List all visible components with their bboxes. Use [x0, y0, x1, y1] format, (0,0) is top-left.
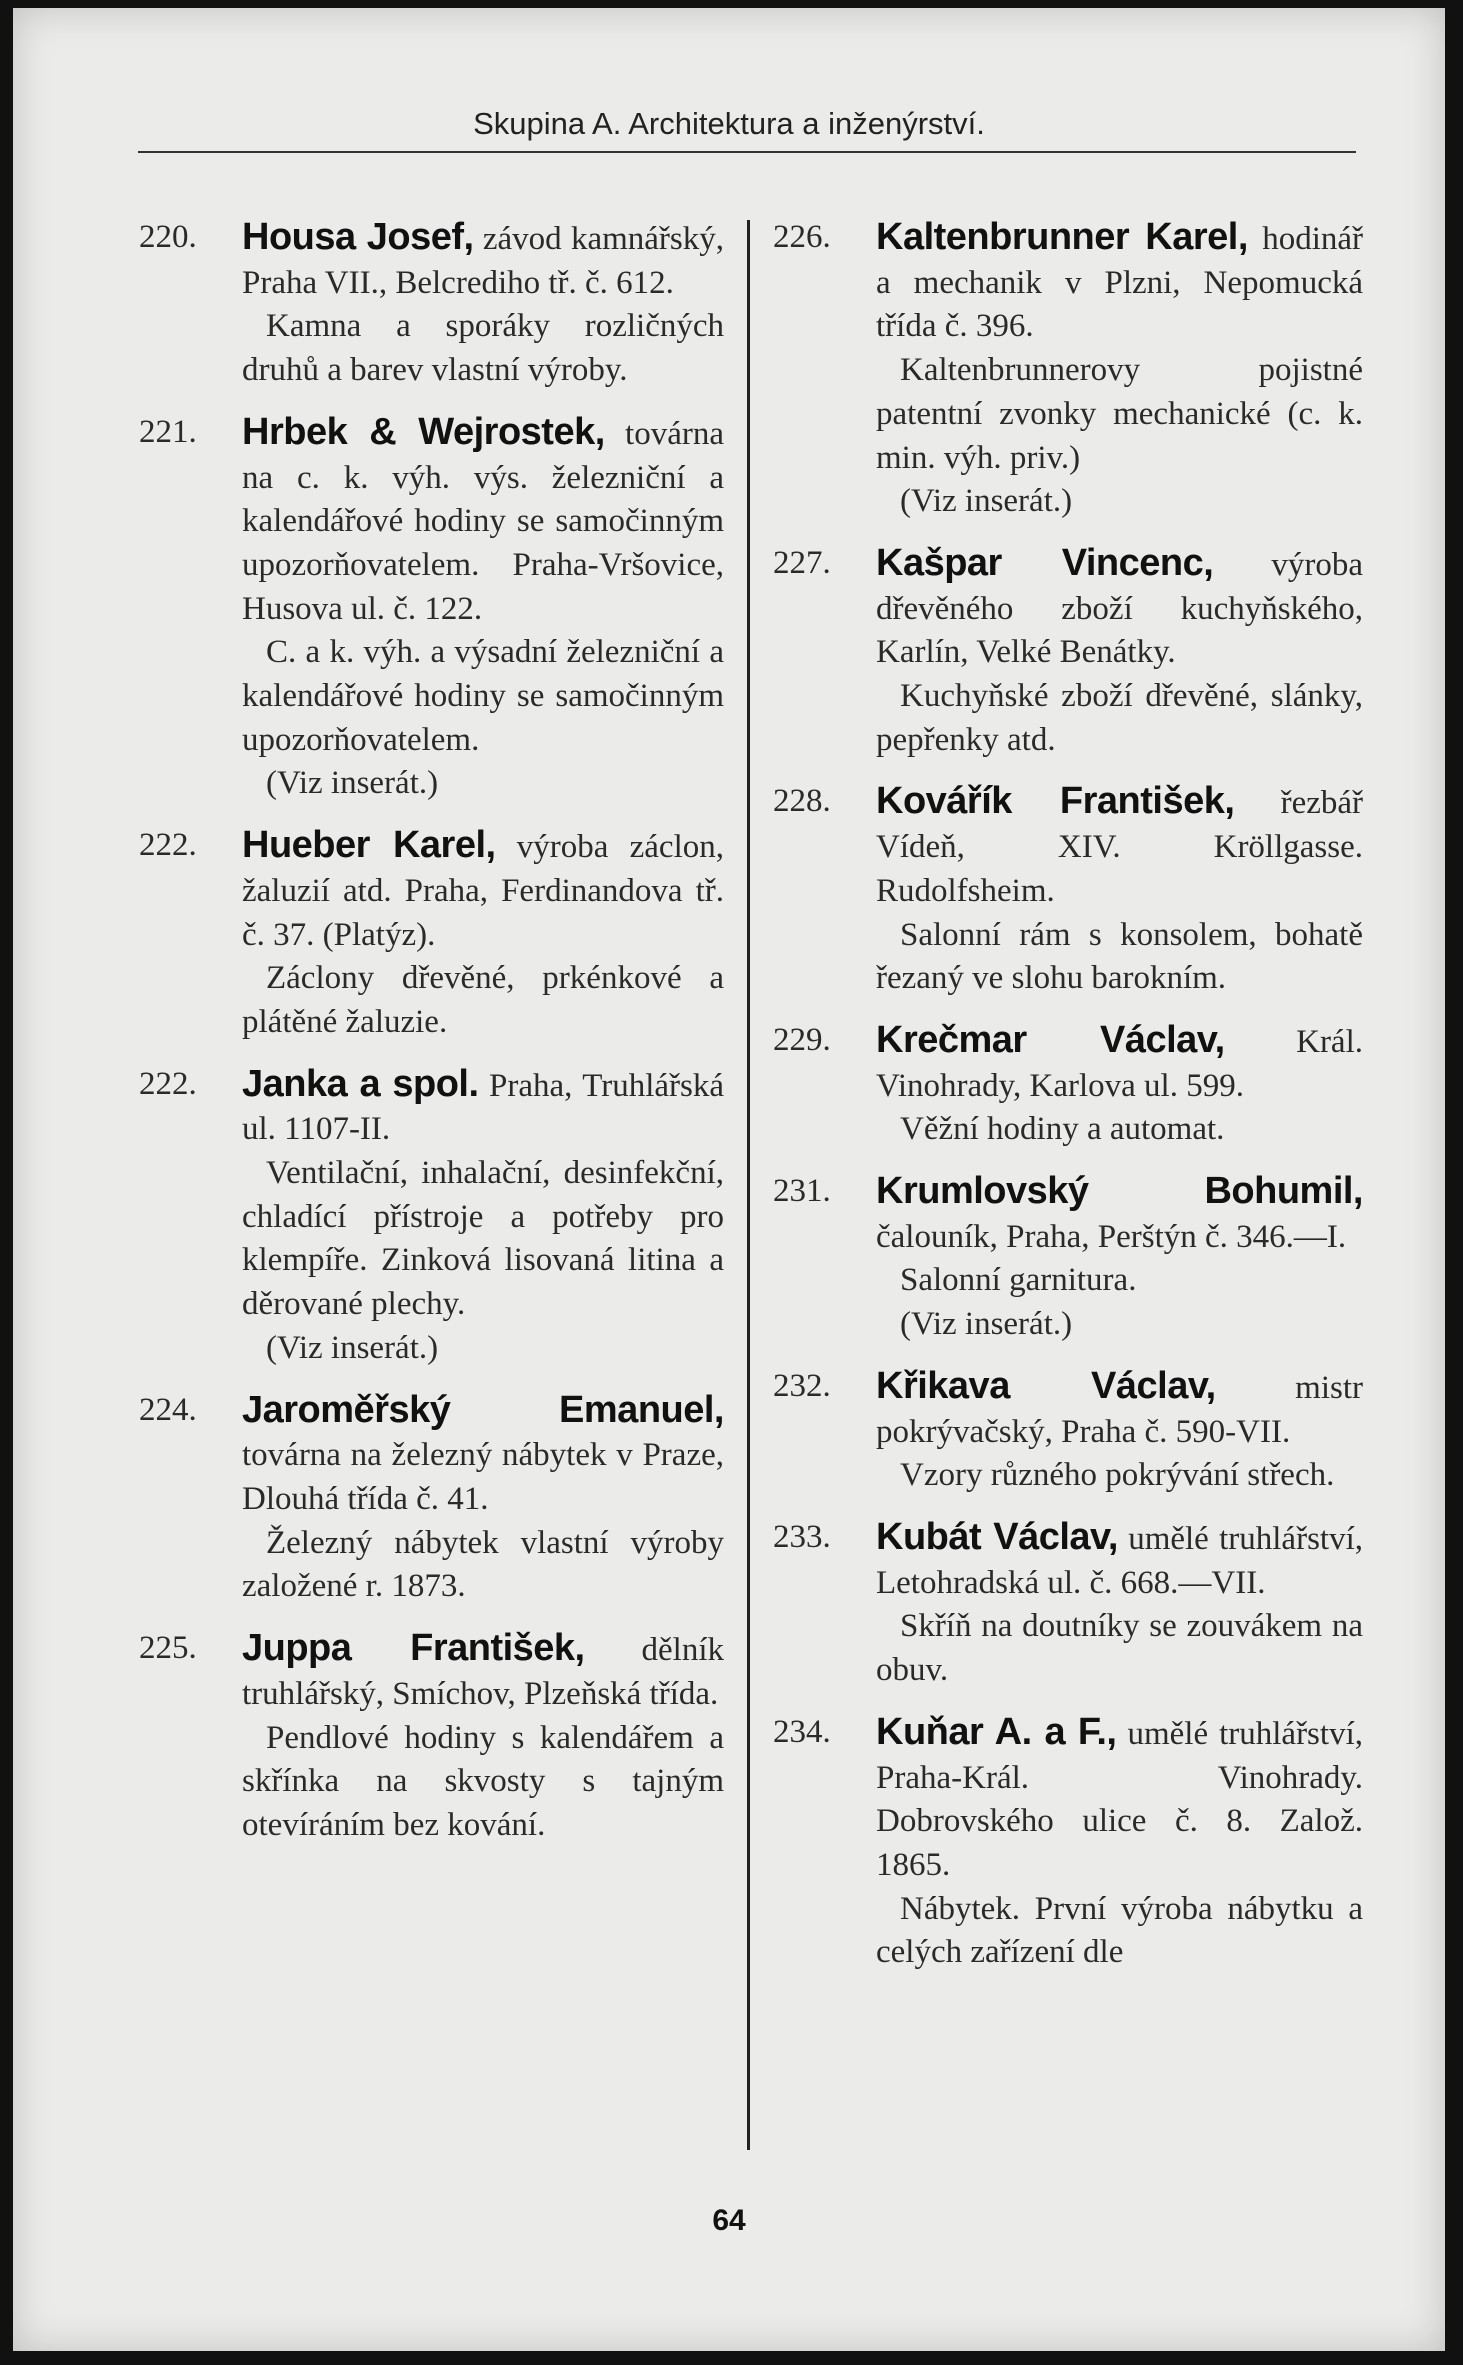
catalog-entry: [773, 1019, 1363, 1152]
catalog-entry: [139, 1627, 724, 1848]
entry-address: výroba záclon, žaluzií atd. Praha, Ferdinandova tř. č. 37. (Platýz).: [242, 829, 724, 953]
entry-number: 224.: [139, 1391, 197, 1428]
entry-note: (Viz inserát.): [900, 1306, 1073, 1343]
entry-description: [242, 411, 724, 632]
entry-name: Kuňar A. a F.,: [876, 1710, 1117, 1753]
entry-name: Krumlovský Bohumil,: [876, 1170, 1363, 1213]
entry-address: čalouník, Praha, Perštýn č. 346.—I.: [876, 1218, 1347, 1255]
right-column: [773, 216, 1363, 1993]
running-header: Skupina A. Architektura a inženýrství.: [473, 106, 985, 141]
entry-note: Ventilační, inhalační, desinfekční, chladící přístroje a potřeby pro klempíře. Zinková lisovaná litina a děrované plechy.: [242, 1155, 724, 1323]
entry-number: 220.: [139, 219, 197, 255]
left-column: [139, 216, 724, 1866]
entry-note: (Viz inserát.): [266, 1329, 439, 1366]
entry-address: Král. Vinohrady, Karlova ul. 599.: [876, 1023, 1363, 1104]
entry-description: [242, 824, 724, 957]
catalog-entry: [139, 824, 724, 1045]
entry-note: Skříň na doutníky se zouvákem na obuv.: [876, 1608, 1363, 1689]
entry-name: Janka a spol.: [242, 1062, 479, 1105]
entry-note: Železný nábytek vlastní výroby založené r. 1873.: [242, 1524, 724, 1605]
entry-address: závod kamnářský, Praha VII., Belcrediho tř. č. 612.: [242, 221, 724, 301]
catalog-entry: [139, 1063, 724, 1371]
entry-description: [876, 1711, 1363, 1888]
entry-address: Praha, Truhlářská ul. 1107-II.: [242, 1067, 724, 1148]
entry-number: 231.: [773, 1173, 831, 1210]
entry-address: mistr pokrývačský, Praha č. 590-VII.: [876, 1369, 1363, 1450]
entry-number: 228.: [773, 783, 831, 820]
page-number: 64: [712, 2204, 746, 2237]
catalog-entry: [773, 780, 1363, 1001]
catalog-entry: [773, 542, 1363, 763]
entry-number: 227.: [773, 544, 831, 581]
entry-number: 222.: [139, 827, 197, 864]
entry-note: Vzory různého pokrývání střech.: [900, 1457, 1335, 1494]
entry-number: 232.: [773, 1367, 831, 1404]
entry-number: 234.: [773, 1713, 831, 1750]
entry-address: výroba dřevěného zboží kuchyňského, Karlín, Velké Benátky.: [876, 546, 1363, 671]
entry-address: umělé truhlářství, Praha-Král. Vinohrady. Dobrovského ulice č. 8. Založ. 1865.: [876, 1715, 1363, 1883]
entry-note: Kamna a sporáky rozličných druhů a barev vlastní výroby.: [242, 308, 724, 389]
catalog-entry: [139, 1389, 724, 1610]
entry-number: 229.: [773, 1021, 831, 1058]
entry-description: [876, 1170, 1363, 1259]
entry-name: Kovářík František,: [876, 780, 1235, 823]
entry-description: [876, 542, 1363, 675]
entry-name: Hrbek & Wejrostek,: [242, 410, 605, 453]
entry-note: Záclony dřevěné, prkénkové a plátěné žaluzie.: [242, 960, 724, 1040]
entry-description: [876, 216, 1363, 349]
catalog-entry: [773, 1711, 1363, 1975]
catalog-entry: [773, 1516, 1363, 1693]
entry-note: C. a k. výh. a výsadní železniční a kalendářové hodiny se samočinným upozorňovatelem.: [242, 634, 724, 758]
entry-note: Nábytek. První výroba nábytku a celých zařízení dle: [876, 1890, 1363, 1971]
entry-note: Kaltenbrunnerovy pojistné patentní zvonky mechanické (c. k. min. výh. priv.): [876, 352, 1363, 476]
entry-note: Kuchyňské zboží dřevěné, slánky, pepřenky atd.: [876, 678, 1363, 758]
entry-description: [242, 1627, 724, 1716]
entry-address: továrna na železný nábytek v Praze, Dlouhá třída č. 41.: [242, 1437, 724, 1517]
entry-name: Kašpar Vincenc,: [876, 541, 1214, 584]
catalog-entry: [773, 1170, 1363, 1347]
entry-name: Křikava Václav,: [876, 1364, 1216, 1407]
entry-number: 225.: [139, 1630, 197, 1667]
entry-name: Krečmar Václav,: [876, 1018, 1225, 1061]
entry-note: (Viz inserát.): [266, 765, 439, 802]
entry-description: [876, 1516, 1363, 1605]
entry-note: (Viz inserát.): [900, 483, 1073, 520]
catalog-entry: [139, 216, 724, 393]
entry-description: [242, 1063, 724, 1152]
catalog-entry: [139, 411, 724, 806]
entry-name: Kaltenbrunner Karel,: [876, 216, 1248, 258]
entry-address: továrna na c. k. výh. výs. železniční a kalendářové hodiny se samočinným upozorňovatelem. Praha-Vršovice, Husova ul. č. 122.: [242, 415, 724, 627]
entry-description: [876, 780, 1363, 913]
entry-description: [242, 216, 724, 305]
entry-description: [876, 1365, 1363, 1454]
entry-note: Salonní rám s konsolem, bohatě řezaný ve slohu barokním.: [876, 916, 1363, 997]
entry-address: dělník truhlářský, Smíchov, Plzeňská třída.: [242, 1632, 724, 1712]
entry-address: řezbář Vídeň, XIV. Kröllgasse. Rudolfsheim.: [876, 785, 1363, 909]
entry-name: Juppa František,: [242, 1627, 585, 1670]
entry-number: 221.: [139, 413, 197, 450]
scanned-page: [13, 8, 1445, 2351]
column-divider: [747, 220, 750, 2150]
entry-number: 226.: [773, 219, 831, 255]
entry-name: Housa Josef,: [242, 216, 474, 258]
entry-address: umělé truhlářství, Letohradská ul. č. 668.—VII.: [876, 1520, 1364, 1601]
entry-note: Věžní hodiny a automat.: [900, 1111, 1225, 1148]
entry-number: 233.: [773, 1518, 831, 1555]
entry-name: Kubát Václav,: [876, 1515, 1118, 1558]
entry-name: Jaroměřský Emanuel,: [242, 1388, 724, 1431]
catalog-entry: [773, 216, 1363, 524]
entry-address: hodinář a mechanik v Plzni, Nepomucká třída č. 396.: [876, 221, 1363, 345]
entry-name: Hueber Karel,: [242, 824, 496, 867]
entry-note: Pendlové hodiny s kalendářem a skřínka na skvosty s tajným otevíráním bez kování.: [242, 1719, 724, 1843]
header-rule: [138, 151, 1356, 153]
entry-number: 222.: [139, 1065, 197, 1102]
entry-description: [876, 1019, 1363, 1108]
catalog-entry: [773, 1365, 1363, 1498]
entry-note: Salonní garnitura.: [900, 1262, 1137, 1299]
entry-description: [242, 1389, 724, 1522]
